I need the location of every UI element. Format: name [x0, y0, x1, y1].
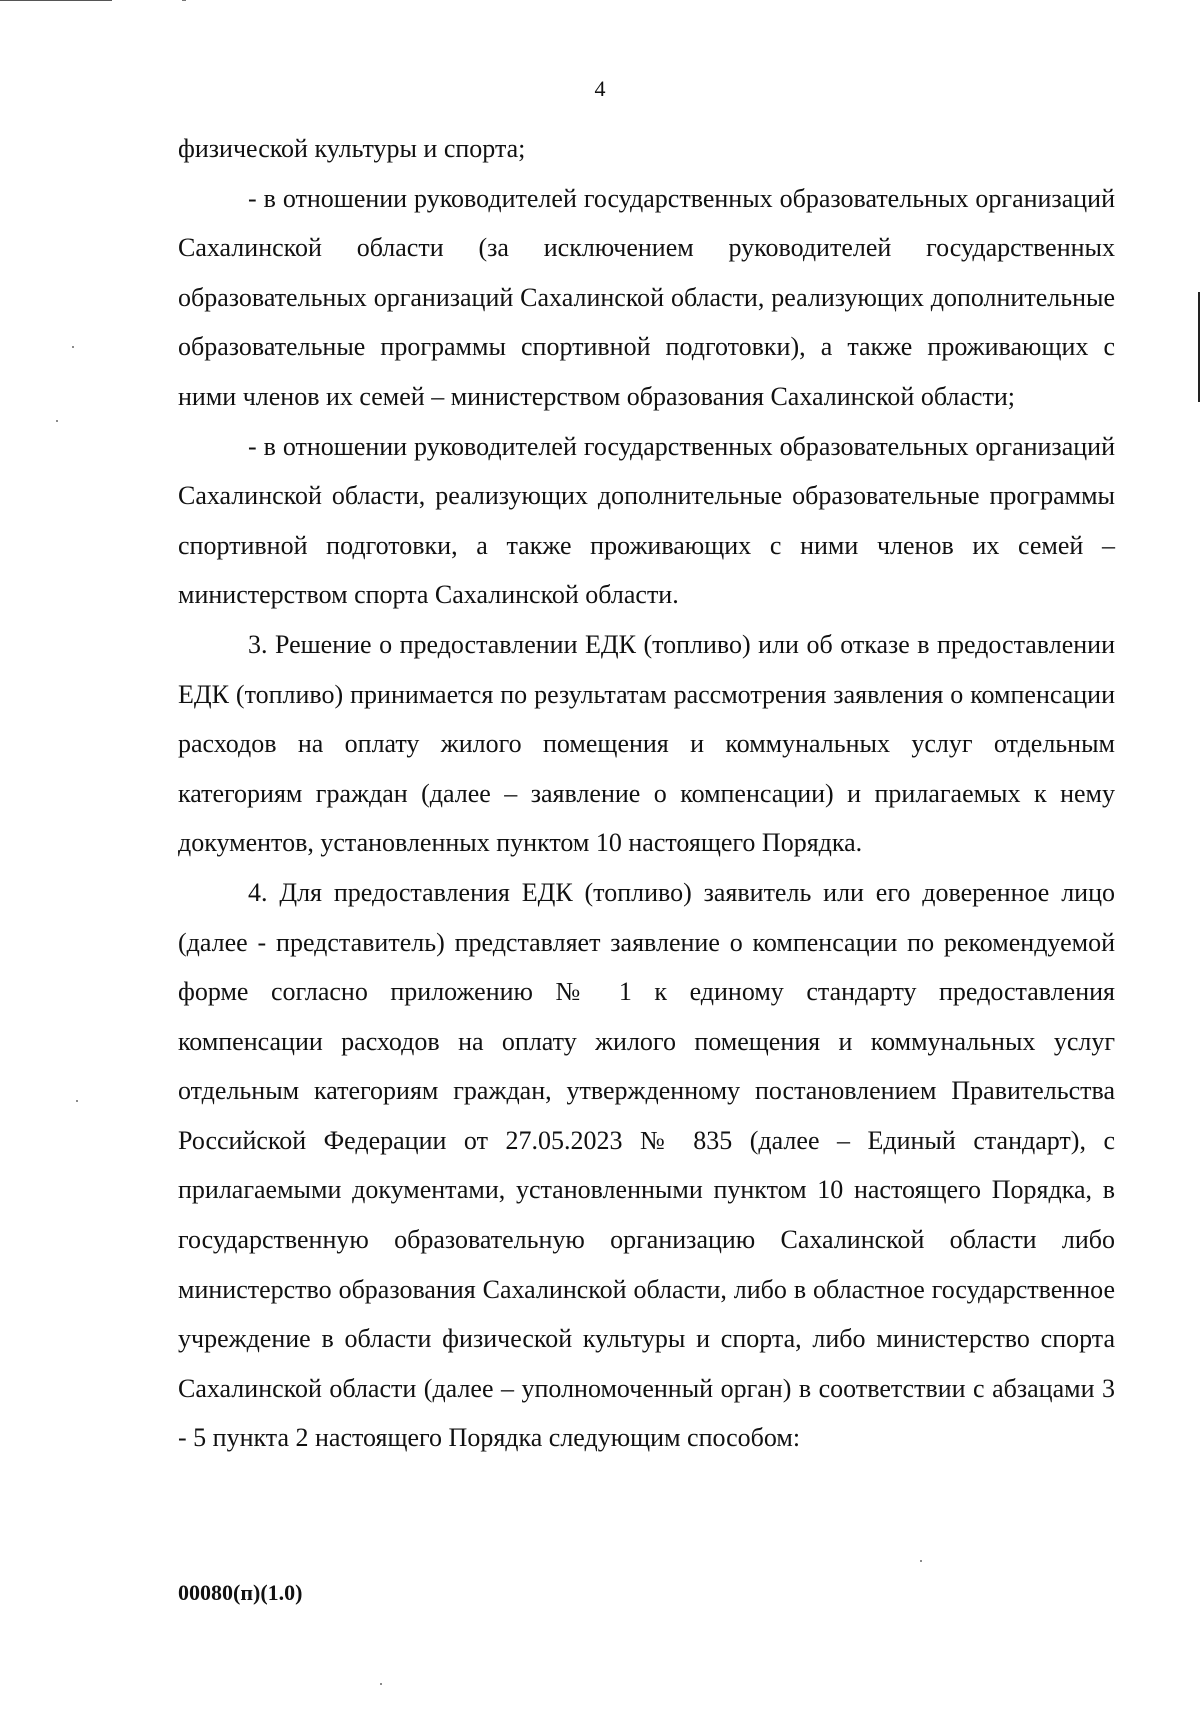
document-code: 00080(п)(1.0) — [178, 1580, 303, 1605]
scan-artifact-top — [0, 0, 112, 1]
scan-speck — [56, 420, 58, 422]
paragraph-sport-ministry: - в отношении руководителей государственных образовательных организаций Сахалинской области, реализующих дополнительные образовательные программы спортивной подготовки, а также проживающих с ними членов их семей – министерством спорта Сахалинской области. — [178, 431, 1115, 610]
paragraph-item-3: 3. Решение о предоставлении ЕДК (топливо) или об отказе в предоставлении ЕДК (топливо) принимается по результатам рассмотрения заявления о компенсации расходов на оплату жилого помещения и коммунальных услуг отдельным категориям граждан (далее – заявление о компенсации) и прилагаемых к нему документов, установленных пунктом 10 настоящего Порядка. — [178, 629, 1115, 858]
scan-speck — [76, 1100, 78, 1102]
scan-speck — [380, 1683, 382, 1685]
scan-speck — [72, 346, 74, 348]
paragraph-item-4: 4. Для предоставления ЕДК (топливо) заявитель или его доверенное лицо (далее - представитель) представляет заявление о компенсации по рекомендуемой форме согласно приложению № 1 к единому стандарту предоставления компенсации расходов на оплату жилого помещения и коммунальных услуг отдельным категориям граждан, утвержденному постановлением Правительства Российской Федерации от 27.05.2023 № 835 (далее – Единый стандарт), с прилагаемыми документами, установленными пунктом 10 настоящего Порядка, в государственную образовательную организацию Сахалинской области либо министерство образования Сахалинской области, либо в областное государственное учреждение в области физической культуры и спорта, либо министерство спорта Сахалинской области (далее – уполномоченный орган) в соответствии с абзацами 3 - 5 пункта 2 настоящего Порядка следующим способом: — [178, 877, 1115, 1453]
page-number: 4 — [594, 76, 606, 101]
scan-speck — [920, 1560, 922, 1562]
document-body — [178, 124, 1115, 1463]
paragraph-continuation: физической культуры и спорта; — [178, 134, 526, 163]
scan-artifact-dot — [182, 0, 186, 1]
paragraph-education-ministry: - в отношении руководителей государственных образовательных организаций Сахалинской области (за исключением руководителей государственных образовательных организаций Сахалинской области, реализующих дополнительные образовательные программы спортивной подготовки), а также проживающих с ними членов их семей – министерством образования Сахалинской области; — [178, 183, 1115, 411]
